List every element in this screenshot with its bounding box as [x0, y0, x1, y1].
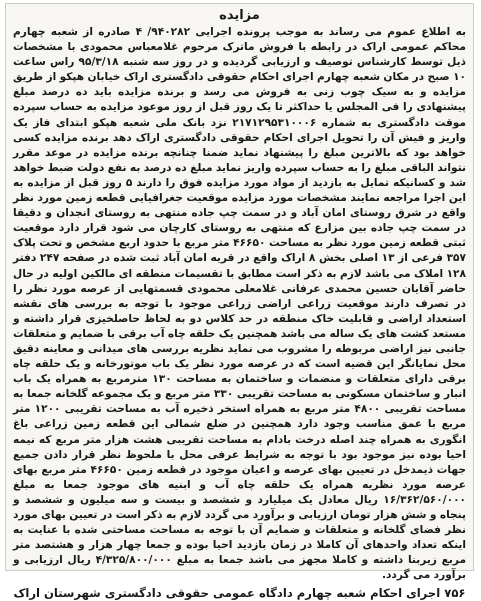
newspaper-clipping [5, 3, 474, 601]
notice-body: به اطلاع عموم می رساند به موجب پرونده اجرایی ۹۴۰۲۸۲/ ۴ صادره از شعبه چهارم محاکم عمومی اراک در رابطه با فروش ماترک مرحوم غلامعباس محمودی با مشخصات ذیل توسط کارشناس توصیف و ارزیابی گردیده و در روز سه شنبه ۹۵/۳/۱۸ راس ساعت ۱۰ صبح در مکان شعبه چهارم اجرای احکام حقوقی دادگستری اراک خیابان هپکو از طریق مزایده و به سیک چوب زنی به فروش می رسد و برنده مزایده باید ده درصد مبلغ پیشنهادی را فی المجلس یا حداکثر تا یک روز قبل از روز موعود مزایده به حساب سپرده موقت دادگستری به شماره ۲۱۷۱۲۹۵۳۱۰۰۰۶ نزد بانک ملی شعبه هپکو ابتدای فاز یک واریز و فیش آن را تحویل اجرای احکام حقوقی دادگستری اراک دهد برنده مزایده کسی خواهد بود که بالاترین مبلغ را پیشنهاد نماید ضمنا چنانچه برنده مزایده در موعد مقرر نتواند الباقی مبلغ را به حساب سپرده واریز نماید مبلغ ده درصد به نفع دولت ضبط خواهد شد و کسانیکه تمایل به بازدید از مواد مورد مزایده فوق را دارند ۵ روز قبل از مزایده به این اجرا مراجعه نمایند مشخصات مورد مزایده موقعیت جغرافیایی قطعه زمین مورد نظر واقع در شرق روستای امان آباد و در سمت چپ جاده منتهی به روستای انجدان و دقیقا در سمت چپ جاده بین مزارع که منتهی به روستای کارچان می شود قرار دارد موقعیت ثبتی قطعه زمین مورد نظر به مساحت ۴۶۶۵۰ متر مربع با حدود اربع مشخص و تحت پلاک ۳۵۷ فرعی از ۱۳ اصلی بخش ۸ اراک واقع در قریه امان آباد ثبت شده در صفحه ۲۴۷ دفتر ۱۲۸ املاک می باشد لازم به ذکر است مطابق با تقسیمات منطقه ای مالکین اولیه در حال حاضر آقایان حسین محمدی عرفانی غلامعلی محمودی قسمتهایی از عرصه مورد نظر را در تصرف دارند موقعیت زراعی اراضی زراعی موجود با توجه به بررسی های نقشه استعداد اراضی و قابلیت خاک منطقه در حد کلاس دو به لحاظ حاصلخیزی قرار داشته و مستعد کشت های یک ساله می باشد همچنین یک حلقه چاه آب برقی با ضمایم و متعلقات جانبی نیز اراضی مربوطه را مشروب می نماید نظریه بررسی های میدانی و معاینه دقیق محل نمایانگر این قضیه است که در عرصه مورد نظر یک باب موتورخانه و یک حلقه چاه برقی دارای متعلقات و منضمات و ساختمان به مساحت ۱۳۰ مترمربع به همراه یک باب انبار و ساختمان مسکونی به مساحت تقریبی ۳۳۰ متر مربع و یک مجموعه گلخانه جمعا به مساحت تقریبی ۴۸۰۰ متر مربع به همراه استخر ذخیره آب به مساحت تقریبی ۱۲۰۰ متر مربع با عمق مناسب وجود دارد همچنین در ضلع شمالی این قطعه زمین زراعی باغ انگوری به همراه چند اصله درخت بادام به مساحت تقریبی هشت هزار متر مربع که نیمه احیا بوده نیز موجود بود با توجه به شرایط عرفی محل با ملحوظ نظر قرار دادن جمیع جهات ذیمدخل در تعیین بهای عرصه و اعیان موجود در قطعه زمین ۴۶۶۵۰ متر مربع بهای عرصه مورد نظریه همراه یک حلقه چاه آب و ابنیه های موجود جمعا به مبلغ ۱۶/۳۶۲/۵۶۰/۰۰۰ ریال معادل یک میلیارد و ششصد و بیست و سه میلیون و ششصد و پنجاه و شش هزار تومان ارزیابی و برآورد می گردد لازم به ذکر است در تعیین بهای مورد نظر فضای گلخانه و متعلقات و ضمایم آن با توجه به مساحت مساحتی شده با عنایت به اینکه تعداد واحدهای آن کاملا در زمان بازدید احیا بوده و جمعا چهار هزار و هشتصد متر مربع زیربنا داشته و کاملا مجهز می باشد جمعا به مبلغ ۴/۳۲۵/۸۰۰/۰۰۰ ریال ارزیابی و برآورد می گردد. [13, 26, 467, 582]
notice-title: مزایده [219, 8, 260, 23]
notice-footer: ۷۵۶ اجرای احکام شعبه چهارم دادگاه عمومی حقوقی دادگستری شهرستان اراک [13, 586, 466, 601]
